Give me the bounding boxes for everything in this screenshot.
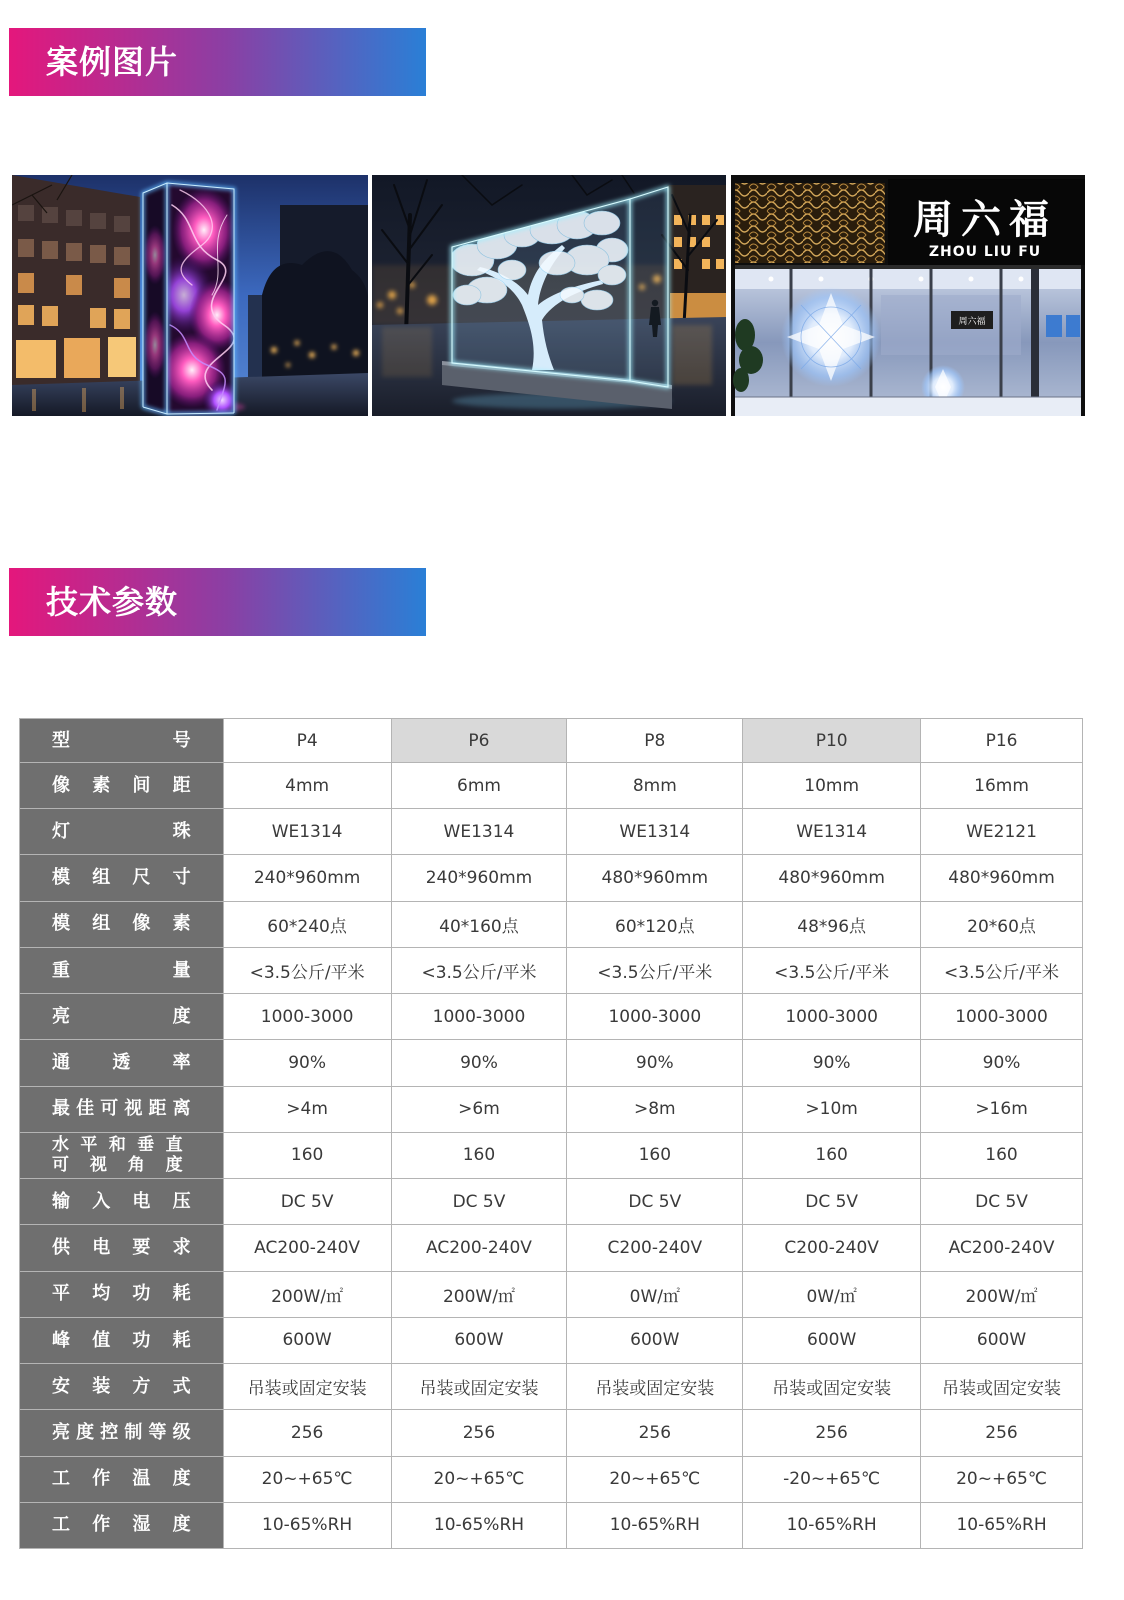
spec-label-cell [20,1272,223,1317]
spec-label-cell [20,1364,223,1409]
spec-label: 重量 [52,959,191,981]
spec-value-cell: WE2121 [921,809,1082,854]
spec-value-cell: 240*960mm [224,855,391,900]
spec-value-cell: 8mm [567,763,742,808]
spec-value-cell: -20~+65℃ [743,1457,920,1502]
spec-value-cell: 1000-3000 [567,994,742,1039]
store-sign [888,179,1085,265]
spec-label: 输入电压 [52,1190,191,1212]
spec-value-cell: >4m [224,1087,391,1132]
spec-value-cell: 0W/㎡ [567,1272,742,1317]
spec-label-cell [20,1087,223,1132]
model-header-cell: P10 [743,719,920,762]
spec-value-cell: WE1314 [224,809,391,854]
case-images-banner [9,28,426,96]
spec-value-cell: 160 [921,1133,1082,1178]
spec-label: 亮度控制等级 [52,1422,191,1443]
spec-value-cell: 600W [224,1318,391,1363]
interior-sign [951,311,993,329]
spec-value-cell: 20~+65℃ [567,1457,742,1502]
case-photo-led-pillar [12,175,368,416]
spec-value-cell: 256 [743,1410,920,1455]
spec-value-cell: 90% [921,1040,1082,1085]
spec-value-cell: 240*960mm [392,855,567,900]
glass-display-photo [372,175,726,416]
spec-value-cell: 6mm [392,763,567,808]
spec-header-label-cell [20,719,223,762]
spec-value-cell: 600W [743,1318,920,1363]
spec-value-cell: <3.5公斤/平米 [567,948,742,993]
spec-value-cell: >8m [567,1087,742,1132]
spec-value-cell: 10-65%RH [224,1503,391,1548]
spec-label: 最佳可视距离 [52,1098,191,1120]
spec-value-cell: 16mm [921,763,1082,808]
spec-value-cell: 1000-3000 [224,994,391,1039]
spec-value-cell: DC 5V [392,1179,567,1224]
spec-value-cell: >6m [392,1087,567,1132]
spec-value-cell: 256 [567,1410,742,1455]
left-building [12,175,140,389]
spec-label: 通透率 [52,1052,191,1074]
case-photo-storefront [731,175,1085,416]
led-pillar-photo [12,175,368,416]
gold-lattice-panel [735,183,885,263]
spec-value-cell: 0W/㎡ [743,1272,920,1317]
spec-label-cell [20,855,223,900]
spec-value-cell: 160 [224,1133,391,1178]
spec-value-cell: WE1314 [567,809,742,854]
model-header-cell: P4 [224,719,391,762]
spec-value-cell: 600W [392,1318,567,1363]
spec-value-cell: <3.5公斤/平米 [743,948,920,993]
spec-value-cell: 480*960mm [743,855,920,900]
spec-value-cell: 10-65%RH [567,1503,742,1548]
spec-value-cell: 10-65%RH [921,1503,1082,1548]
spec-label-cell [20,1503,223,1548]
spec-value-cell: WE1314 [743,809,920,854]
diamond-hologram-large [781,287,881,387]
spec-label: 水平和垂直可视角度 [52,1135,191,1176]
spec-value-cell: 256 [224,1410,391,1455]
spec-value-cell: 吊装或固定安装 [224,1364,391,1409]
spec-value-cell: 600W [921,1318,1082,1363]
spec-value-cell: 10-65%RH [392,1503,567,1548]
store-sign-english: ZHOU LIU FU [928,244,1042,260]
spec-label: 峰值功耗 [52,1329,191,1351]
storefront-photo [731,175,1085,416]
spec-label: 模组尺寸 [52,867,191,889]
spec-label-cell [20,1179,223,1224]
spec-value-cell: 吊装或固定安装 [921,1364,1082,1409]
spec-value-cell: 吊装或固定安装 [567,1364,742,1409]
spec-value-cell: AC200-240V [224,1225,391,1270]
spec-label-cell [20,948,223,993]
spec-value-cell: 256 [921,1410,1082,1455]
specs-title: 技术参数 [46,583,179,621]
spec-value-cell: 4mm [224,763,391,808]
spec-value-cell: 90% [224,1040,391,1085]
spec-value-cell: <3.5公斤/平米 [921,948,1082,993]
spec-value-cell: >16m [921,1087,1082,1132]
spec-value-cell: DC 5V [224,1179,391,1224]
spec-value-cell: 480*960mm [567,855,742,900]
spec-value-cell: 480*960mm [921,855,1082,900]
spec-value-cell: 吊装或固定安装 [743,1364,920,1409]
spec-label-cell [20,809,223,854]
spec-value-cell: 600W [567,1318,742,1363]
spec-label-cell [20,1457,223,1502]
spec-value-cell: 60*120点 [567,902,742,947]
spec-value-cell: DC 5V [743,1179,920,1224]
spec-value-cell: 20~+65℃ [224,1457,391,1502]
spec-value-cell: 10-65%RH [743,1503,920,1548]
spec-label: 像素间距 [52,774,191,796]
spec-label: 供电要求 [52,1237,191,1259]
spec-value-cell: <3.5公斤/平米 [224,948,391,993]
spec-label-cell [20,902,223,947]
spec-label: 工作温度 [52,1468,191,1490]
spec-value-cell: 160 [743,1133,920,1178]
case-images-title: 案例图片 [46,43,179,81]
spec-value-cell: AC200-240V [392,1225,567,1270]
spec-header-label: 型号 [52,729,191,751]
spec-value-cell: <3.5公斤/平米 [392,948,567,993]
spec-value-cell: C200-240V [743,1225,920,1270]
spec-label-cell [20,1133,223,1178]
spec-value-cell: 90% [567,1040,742,1085]
model-header-cell: P16 [921,719,1082,762]
spec-label-cell [20,763,223,808]
spec-value-cell: 90% [743,1040,920,1085]
spec-value-cell: 1000-3000 [921,994,1082,1039]
spec-label: 灯珠 [52,820,191,842]
spec-label-cell [20,1040,223,1085]
spec-value-cell: 200W/㎡ [392,1272,567,1317]
spec-value-cell: 200W/㎡ [224,1272,391,1317]
spec-label: 亮度 [52,1005,191,1027]
spec-label-cell [20,994,223,1039]
spec-label-cell [20,1318,223,1363]
spec-value-cell: WE1314 [392,809,567,854]
spec-label: 模组像素 [52,913,191,935]
spec-value-cell: 40*160点 [392,902,567,947]
spec-value-cell: DC 5V [921,1179,1082,1224]
spec-value-cell: >10m [743,1087,920,1132]
spec-value-cell: 200W/㎡ [921,1272,1082,1317]
spec-value-cell: 10mm [743,763,920,808]
spec-value-cell: 160 [567,1133,742,1178]
case-photo-glass-display [372,175,726,416]
spec-value-cell: 256 [392,1410,567,1455]
spec-value-cell: 90% [392,1040,567,1085]
transparent-led-pillar [143,183,245,416]
model-header-cell: P8 [567,719,742,762]
spec-label: 工作湿度 [52,1514,191,1536]
model-header-cell: P6 [392,719,567,762]
spec-value-cell: 1000-3000 [392,994,567,1039]
store-sign-chinese: 周六福 [913,196,1057,243]
spec-value-cell: AC200-240V [921,1225,1082,1270]
spec-label-cell [20,1225,223,1270]
spec-value-cell: 吊装或固定安装 [392,1364,567,1409]
spec-value-cell: 20~+65℃ [392,1457,567,1502]
spec-value-cell: 20*60点 [921,902,1082,947]
spec-value-cell: 60*240点 [224,902,391,947]
spec-table [19,718,1083,1549]
spec-value-cell: C200-240V [567,1225,742,1270]
interior-sign-text: 周六福 [958,317,986,327]
spec-label: 安装方式 [52,1375,191,1397]
spec-label: 平均功耗 [52,1283,191,1305]
specs-banner [9,568,426,636]
spec-value-cell: DC 5V [567,1179,742,1224]
spec-label-cell [20,1410,223,1455]
spec-value-cell: 160 [392,1133,567,1178]
spec-value-cell: 20~+65℃ [921,1457,1082,1502]
spec-value-cell: 48*96点 [743,902,920,947]
spec-value-cell: 1000-3000 [743,994,920,1039]
